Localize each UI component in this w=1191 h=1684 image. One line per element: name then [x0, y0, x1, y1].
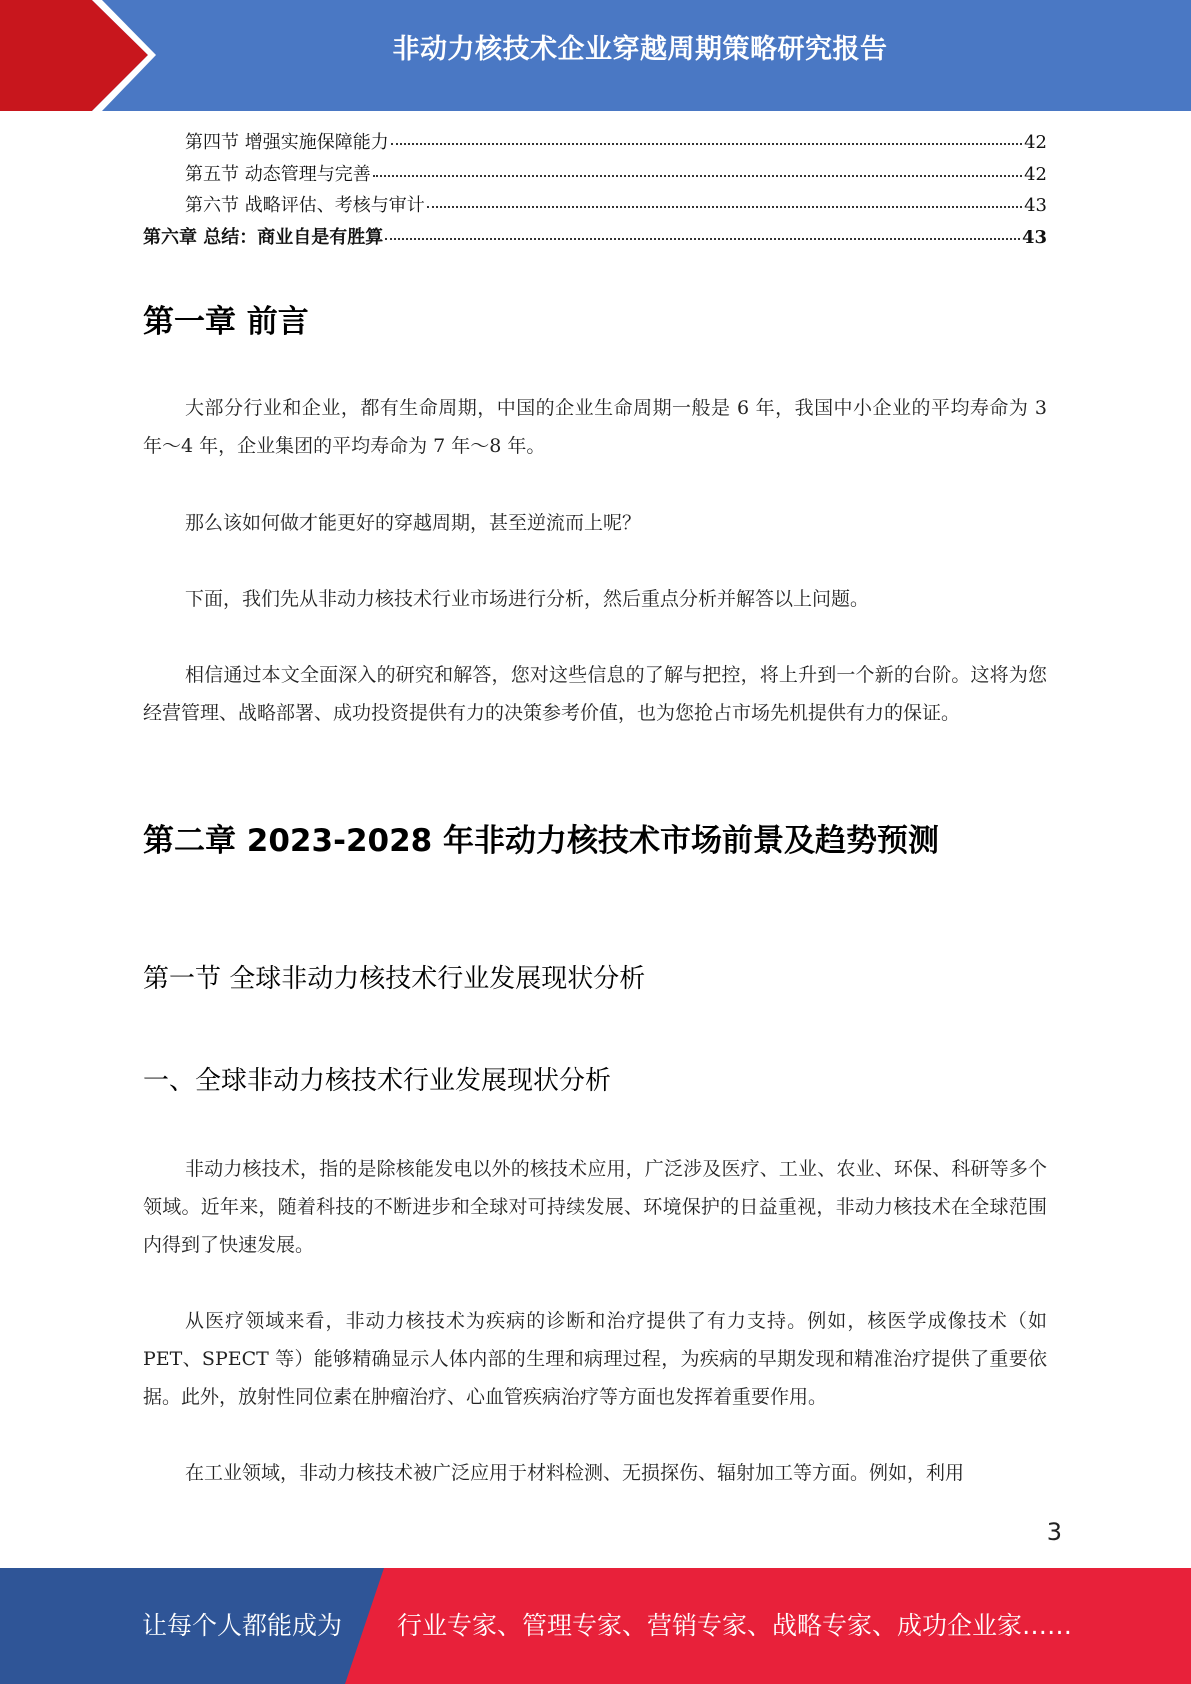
chapter2-heading: 第二章 2023-2028 年非动力核技术市场前景及趋势预测 [143, 823, 940, 859]
chapter2-paragraph: 从医疗领域来看，非动力核技术为疾病的诊断和治疗提供了有力支持。例如，核医学成像技术（如 PET、SPECT 等）能够精确显示人体内部的生理和病理过程，为疾病的早期发现和精准治疗提供了重要依据。此外，放射性同位素在肿瘤治疗、心血管疾病治疗等方面也发挥着重要作用。 [143, 1310, 1047, 1408]
table-of-contents [143, 128, 1047, 254]
footer-slogan-left: 让每个人都能成为 [142, 1611, 343, 1640]
footer-banner [0, 1568, 1191, 1684]
toc-entry[interactable] [143, 160, 1047, 192]
chapter1-paragraph: 大部分行业和企业，都有生命周期，中国的企业生命周期一般是 6 年，我国中小企业的平均寿命为 3 年～4 年，企业集团的平均寿命为 7 年～8 年。 [143, 397, 1047, 457]
chapter2-paragraph: 非动力核技术，指的是除核能发电以外的核技术应用，广泛涉及医疗、工业、农业、环保、科研等多个领域。近年来，随着科技的不断进步和全球对可持续发展、环境保护的日益重视，非动力核技术在全球范围内得到了快速发展。 [143, 1158, 1047, 1256]
toc-entry-page: 43 [1021, 226, 1047, 248]
chapter1-paragraph: 相信通过本文全面深入的研究和解答，您对这些信息的了解与把控，将上升到一个新的台阶。这将为您经营管理、战略部署、成功投资提供有力的决策参考价值，也为您抢占市场先机提供有力的保证。 [143, 664, 1047, 724]
chapter1-heading: 第一章 前言 [143, 304, 309, 340]
toc-entry[interactable] [143, 128, 1047, 160]
toc-entry[interactable] [143, 191, 1047, 223]
toc-entry-page: 42 [1024, 132, 1047, 153]
chapter1-paragraph: 下面，我们先从非动力核技术行业市场进行分析，然后重点分析并解答以上问题。 [185, 588, 870, 610]
page-number: 3 [1046, 1518, 1062, 1546]
toc-entry-title: 第四节 增强实施保障能力 [185, 132, 389, 153]
chapter1-paragraph: 那么该如何做才能更好的穿越周期，甚至逆流而上呢？ [185, 512, 642, 534]
header-banner [0, 0, 1191, 111]
toc-entry-page: 43 [1024, 195, 1047, 216]
report-title: 非动力核技术企业穿越周期策略研究报告 [392, 34, 888, 65]
toc-entry-title: 第六节 战略评估、考核与审计 [185, 195, 425, 216]
chapter2-paragraph: 在工业领域，非动力核技术被广泛应用于材料检测、无损探伤、辐射加工等方面。例如，利用 [185, 1462, 965, 1484]
toc-leader-dots [427, 206, 1022, 208]
toc-leader-dots [373, 175, 1022, 177]
toc-leader-dots [385, 238, 1020, 240]
toc-entry-title: 第六章 总结：商业自是有胜算 [143, 226, 384, 248]
toc-leader-dots [391, 143, 1022, 145]
section-heading: 第一节 全球非动力核技术行业发展现状分析 [143, 964, 646, 994]
toc-entry[interactable] [143, 223, 1047, 255]
toc-entry-page: 42 [1024, 163, 1047, 185]
subsection-heading: 一、全球非动力核技术行业发展现状分析 [143, 1066, 612, 1096]
toc-entry-title: 第五节 动态管理与完善 [185, 163, 371, 185]
footer-slogan-right: 行业专家、管理专家、营销专家、战略专家、成功企业家…… [397, 1611, 1073, 1640]
